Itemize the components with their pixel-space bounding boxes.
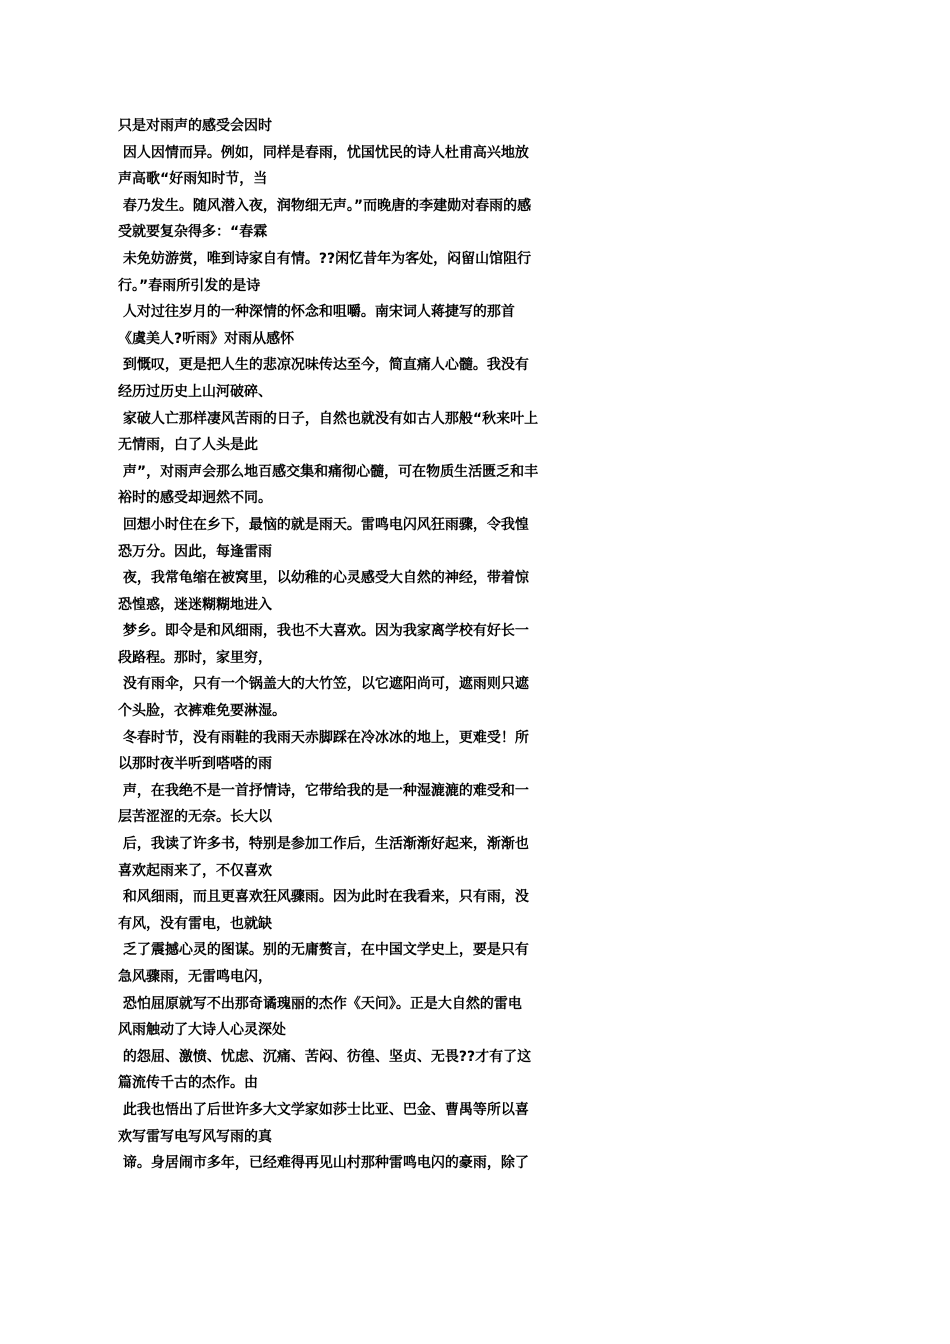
text-line: 急风骤雨，无雷鸣电闪， — [118, 969, 272, 985]
document-body-text — [118, 113, 838, 1177]
text-line: 乏了震撼心灵的图谋。别的无庸赘言，在中国文学史上，要是只有 — [118, 942, 529, 959]
text-line: 经历过历史上山河破碎、 — [118, 383, 272, 400]
text-line: 只是对雨声的感受会因时 — [118, 118, 272, 134]
text-line: 春乃发生。随风潜入夜，润物细无声。”而晚唐的李建勋对春雨的感 — [118, 197, 532, 214]
text-line: 行。”春雨所引发的是诗 — [118, 277, 261, 294]
text-line: 声”，对雨声会那么地百感交集和痛彻心髓，可在物质生活匮乏和丰 — [118, 463, 539, 480]
text-line: 夜，我常龟缩在被窝里，以幼稚的心灵感受大自然的神经，带着惊 — [118, 570, 529, 587]
text-line: 恐怕屈原就写不出那奇谲瑰丽的杰作《天问》。正是大自然的雷电 — [118, 995, 522, 1012]
text-line: 和风细雨，而且更喜欢狂风骤雨。因为此时在我看来，只有雨，没 — [118, 889, 529, 906]
text-line: 没有雨伞，只有一个锅盖大的大竹笠，以它遮阳尚可，遮雨则只遮 — [118, 676, 529, 693]
text-line: 以那时夜半听到嗒嗒的雨 — [118, 756, 272, 773]
text-line: 段路程。那时，家里穷， — [118, 649, 272, 666]
text-line: 未免妨游赏，唯到诗家自有情。??闲忆昔年为客处，闷留山馆阻行 — [118, 250, 532, 267]
text-line: 冬春时节，没有雨鞋的我雨天赤脚踩在冷冰冰的地上，更难受！所 — [118, 729, 529, 746]
text-line: 梦乡。即令是和风细雨，我也不大喜欢。因为我家离学校有好长一 — [118, 623, 529, 640]
text-line: 篇流传千古的杰作。由 — [118, 1075, 258, 1092]
text-line: 风雨触动了大诗人心灵深处 — [118, 1022, 286, 1039]
text-line: 无情雨，白了人头是此 — [118, 437, 258, 454]
text-line: 受就要复杂得多：“春霖 — [118, 224, 268, 241]
text-line: 个头脸，衣裤难免要淋湿。 — [118, 703, 286, 720]
text-line: 到慨叹，更是把人生的悲凉况味传达至今，简直痛人心髓。我没有 — [118, 357, 529, 374]
text-line: 有风，没有雷电，也就缺 — [118, 915, 272, 932]
text-line: 此我也悟出了后世许多大文学家如莎士比亚、巴金、曹禺等所以喜 — [118, 1101, 529, 1118]
text-line: 欢写雷写电写风写雨的真 — [118, 1128, 272, 1145]
text-line: 恐惶惑，迷迷糊糊地进入 — [118, 596, 272, 613]
text-line: 谛。身居闹市多年，已经难得再见山村那种雷鸣电闪的豪雨，除了 — [118, 1155, 529, 1172]
text-line: 喜欢起雨来了，不仅喜欢 — [118, 862, 272, 879]
text-line: 人对过往岁月的一种深情的怀念和咀嚼。南宋词人蒋捷写的那首 — [118, 304, 515, 321]
text-line: 的怨屈、激愤、忧虑、沉痛、苦闷、彷徨、坚贞、无畏??才有了这 — [118, 1048, 532, 1065]
text-line: 后，我读了许多书，特别是参加工作后，生活渐渐好起来，渐渐也 — [118, 836, 529, 853]
text-line: 层苦涩涩的无奈。长大以 — [118, 809, 272, 826]
text-line: 家破人亡那样凄风苦雨的日子，自然也就没有如古人那般“秋来叶上 — [118, 410, 539, 427]
text-line: 《虞美人?听雨》对雨从感怀 — [118, 330, 295, 347]
text-line: 声，在我绝不是一首抒情诗，它带给我的是一种湿漉漉的难受和一 — [118, 782, 529, 799]
text-line: 因人因情而异。例如，同样是春雨，忧国忧民的诗人杜甫高兴地放 — [118, 144, 529, 161]
text-line: 裕时的感受却迥然不同。 — [118, 490, 272, 507]
text-line: 回想小时住在乡下，最恼的就是雨天。雷鸣电闪风狂雨骤，令我惶 — [118, 516, 529, 533]
text-line: 恐万分。因此，每逢雷雨 — [118, 543, 272, 560]
text-line: 声高歌“好雨知时节，当 — [118, 171, 268, 188]
